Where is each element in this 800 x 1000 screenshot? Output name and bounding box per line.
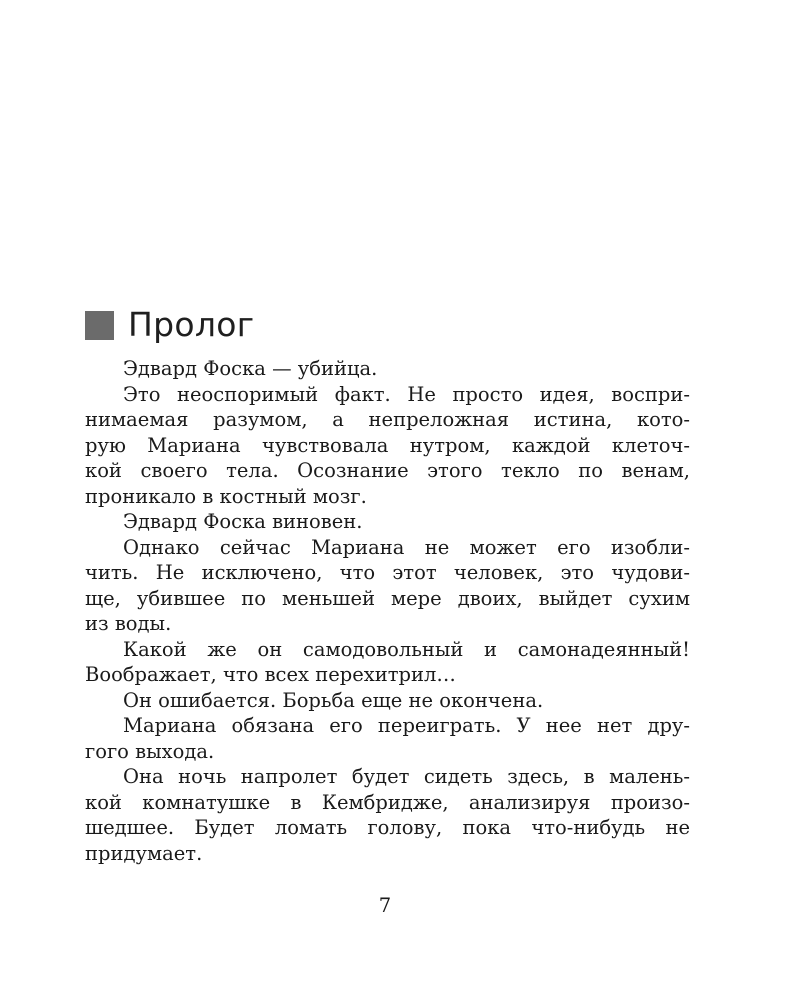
chapter-heading [85,302,254,348]
page-number: 7 [378,894,392,917]
text-line: Она ночь напролет будет сидеть здесь, в малень- [123,765,690,788]
text-line: гого выхода. [85,739,215,763]
heading-square-marker [85,311,114,340]
text-line: шедшее. Будет ломать голову, пока что-нибудь не [85,816,690,839]
text-line: проникало в костный мозг. [85,484,367,508]
text-line: кой комнатушке в Кембридже, анализируя произо- [85,790,690,814]
text-line: Это неоспоримый факт. Не просто идея, воспри- [123,382,690,406]
text-line: Эдвард Фоска виновен. [123,510,363,533]
text-line: Он ошибается. Борьба еще не окончена. [123,688,544,712]
body-text [85,356,690,866]
text-line: Однако сейчас Мариана не может его изобли- [123,535,690,559]
text-line: рую Мариана чувствовала нутром, каждой клеточ- [85,433,690,457]
text-line: чить. Не исключено, что этот человек, это чудови- [85,561,690,584]
text-line: ще, убившее по меньшей мере двоих, выйдет сухим [85,586,690,610]
text-line: Воображает, что всех перехитрил… [85,663,456,686]
text-line: Мариана обязана его переиграть. У нее нет дру- [123,714,690,737]
text-line: Какой же он самодовольный и самонадеянный! [123,637,690,661]
text-line: нимаемая разумом, а непреложная истина, кото- [85,408,690,431]
text-line: из воды. [85,612,172,635]
text-line: кой своего тела. Осознание этого текло по венам, [85,459,690,482]
text-line: Эдвард Фоска — убийца. [123,357,378,380]
chapter-title: Пролог [128,305,255,344]
text-line: придумает. [85,841,203,865]
